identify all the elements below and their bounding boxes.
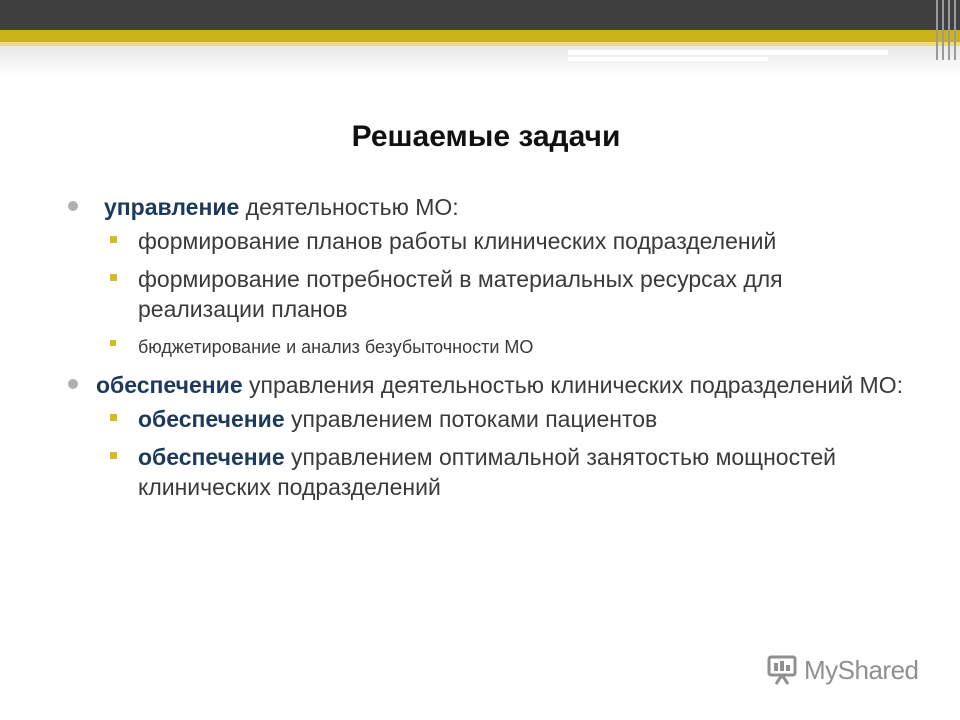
list-item	[68, 442, 908, 502]
list-item	[68, 370, 908, 400]
item-text: управления деятельностью клинических подразделений МО:	[242, 372, 903, 398]
list-item	[68, 226, 908, 256]
accent-band	[0, 30, 960, 42]
bullet-icon	[68, 379, 78, 389]
item-keyword: обеспечение	[138, 406, 285, 432]
header-bar	[0, 0, 960, 30]
item-text: формирование потребностей в материальных ресурсах для реализации планов	[138, 266, 783, 322]
item-text: управлением потоками пациентов	[284, 406, 658, 432]
list-item	[68, 332, 908, 362]
item-text: деятельностью МО:	[239, 194, 459, 220]
item-keyword: обеспечение	[138, 444, 285, 470]
square-bullet-icon	[110, 274, 117, 281]
watermark-text: MyShared	[804, 654, 919, 685]
presentation-icon	[766, 654, 798, 686]
square-bullet-icon	[110, 414, 117, 421]
square-bullet-icon	[110, 236, 117, 243]
corner-decoration	[932, 0, 960, 60]
list-item	[68, 404, 908, 434]
square-bullet-icon	[110, 340, 116, 346]
watermark-logo[interactable]	[766, 654, 919, 686]
list-item	[68, 192, 908, 222]
slide-title: Решаемые задачи	[351, 120, 621, 153]
item-text: формирование планов работы клинических подразделений	[138, 228, 777, 254]
item-keyword: обеспечение	[96, 372, 243, 398]
item-text: бюджетирование и анализ безубыточности МО	[138, 337, 534, 357]
square-bullet-icon	[110, 452, 117, 459]
header-stripe-2	[568, 57, 768, 61]
list-item	[68, 264, 908, 324]
header-stripe	[568, 50, 888, 55]
bullet-icon	[68, 201, 78, 211]
item-text: управлением оптимальной занятостью мощностей клинических подразделений	[138, 444, 837, 500]
slide-content	[68, 192, 908, 510]
item-keyword: управление	[104, 194, 240, 220]
